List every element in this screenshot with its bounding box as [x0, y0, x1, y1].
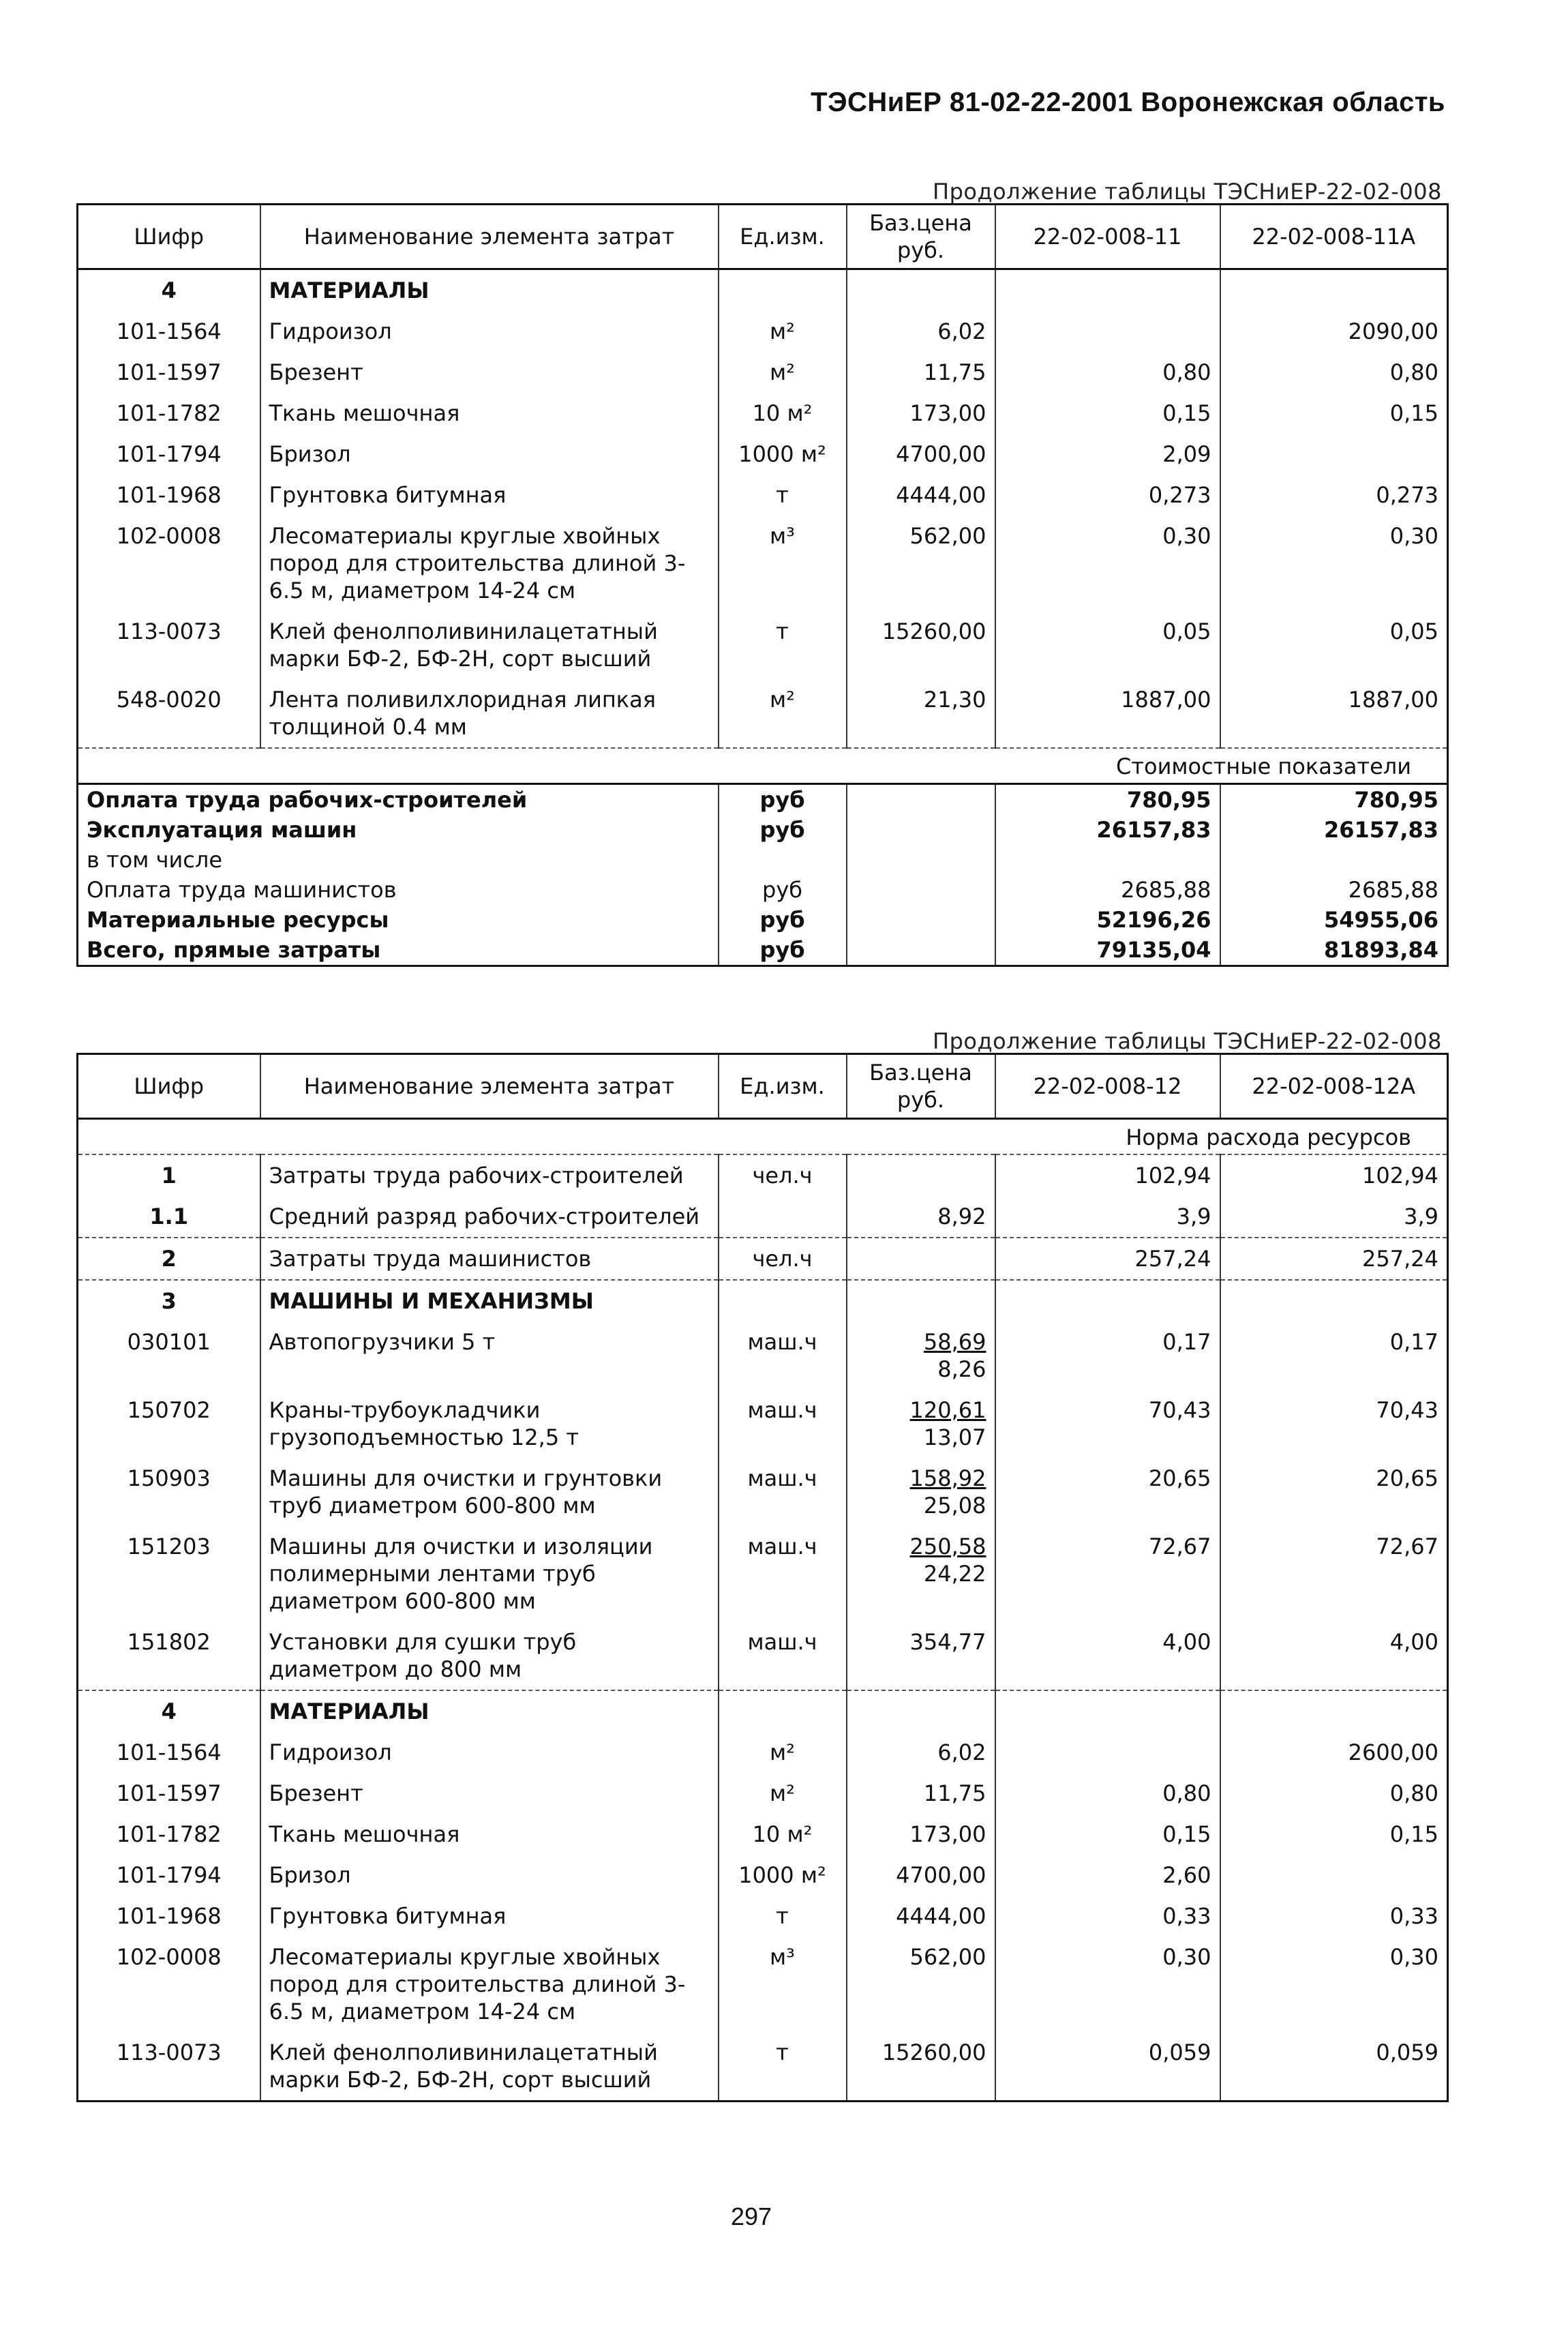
row-value-2: 3,9 — [1220, 1196, 1448, 1238]
summary-value-1: 79135,04 — [995, 935, 1220, 966]
row-unit: т — [719, 611, 847, 679]
section-code: 4 — [161, 278, 177, 303]
header-unit: Ед.изм. — [719, 1054, 847, 1119]
summary-row — [78, 875, 1448, 905]
row-unit: маш.ч — [719, 1321, 847, 1390]
header-col2: 22-02-008-11А — [1220, 205, 1448, 269]
row-value-2: 2600,00 — [1220, 1732, 1448, 1773]
summary-label: Всего, прямые затраты — [87, 937, 381, 963]
table-row — [78, 2032, 1448, 2102]
row-unit: т — [719, 475, 847, 515]
row-unit: т — [719, 2032, 847, 2102]
table-row — [78, 393, 1448, 434]
summary-row — [78, 905, 1448, 935]
table-row — [78, 1855, 1448, 1896]
row-price — [847, 1154, 995, 1196]
row-name: Бризол — [260, 1855, 719, 1896]
row-name: Автопогрузчики 5 т — [260, 1321, 719, 1390]
table-row — [78, 679, 1448, 748]
summary-empty-price — [847, 875, 995, 905]
table-row — [78, 1154, 1448, 1196]
row-name: Гидроизол — [260, 1732, 719, 1773]
table-row — [78, 1814, 1448, 1855]
summary-label: Материальные ресурсы — [87, 907, 389, 933]
section-empty-cell — [719, 1280, 847, 1321]
row-code: 101-1782 — [116, 1821, 222, 1847]
row-price: 6,02 — [847, 311, 995, 352]
subheader-row — [78, 748, 1448, 784]
row-name: Брезент — [260, 352, 719, 393]
summary-unit: руб — [719, 935, 847, 966]
row-price: 11,75 — [847, 352, 995, 393]
row-value-2: 2090,00 — [1220, 311, 1448, 352]
row-code: 1 — [78, 1154, 260, 1196]
summary-empty-price — [847, 935, 995, 966]
summary-unit — [719, 845, 847, 875]
row-name: Клей фенолполивинилацетатный марки БФ-2, БФ-2Н, сорт высший — [260, 611, 719, 679]
table-row — [78, 1526, 1448, 1621]
table-row — [78, 311, 1448, 352]
row-code: 101-1794 — [116, 1862, 222, 1888]
row-price: 173,00 — [847, 1814, 995, 1855]
row-price — [847, 1321, 995, 1390]
row-value-2: 102,94 — [1220, 1154, 1448, 1196]
row-code: 150903 — [127, 1465, 211, 1491]
cost-table-11 — [76, 203, 1449, 967]
row-value-2: 0,80 — [1220, 352, 1448, 393]
section-empty-cell — [1220, 269, 1448, 312]
header-col1: 22-02-008-12 — [995, 1054, 1220, 1119]
summary-label: Эксплуатация машин — [87, 817, 357, 843]
row-value-2: 0,15 — [1220, 393, 1448, 434]
header-unit: Ед.изм. — [719, 205, 847, 269]
table-row — [78, 352, 1448, 393]
row-code: 1.1 — [149, 1204, 189, 1229]
section-code: 4 — [78, 1690, 260, 1732]
row-value-1: 0,30 — [995, 515, 1220, 611]
row-unit: маш.ч — [719, 1621, 847, 1690]
row-value-1: 0,273 — [995, 475, 1220, 515]
summary-row — [78, 935, 1448, 966]
table2-caption: Продолжение таблицы ТЭСНиЕР-22-02-008 — [933, 1028, 1442, 1054]
row-name: Бризол — [260, 434, 719, 475]
subheader: Стоимостные показатели — [78, 748, 1448, 784]
row-value-1: 3,9 — [995, 1196, 1220, 1238]
row-code: 101-1794 — [116, 441, 222, 467]
row-name: Грунтовка битумная — [260, 475, 719, 515]
row-value-2: 1887,00 — [1220, 679, 1448, 748]
summary-value-2: 26157,83 — [1220, 815, 1448, 845]
section-empty-cell — [719, 1690, 847, 1732]
row-value-2: 4,00 — [1220, 1621, 1448, 1690]
summary-empty-price — [847, 784, 995, 816]
summary-unit: руб — [719, 784, 847, 816]
price-main: 354,77 — [909, 1629, 986, 1655]
header-col2: 22-02-008-12А — [1220, 1054, 1448, 1119]
row-value-2: 0,33 — [1220, 1896, 1448, 1937]
row-code: 101-1597 — [116, 359, 222, 385]
row-value-1: 1887,00 — [995, 679, 1220, 748]
table-row — [78, 515, 1448, 611]
row-unit: чел.ч — [719, 1238, 847, 1280]
row-value-1: 0,15 — [995, 393, 1220, 434]
row-price: 173,00 — [847, 393, 995, 434]
table-row — [78, 1896, 1448, 1937]
row-name: Машины для очистки и изоляции полимерными лентами труб диаметром 600-800 мм — [260, 1526, 719, 1621]
table-header-row — [78, 205, 1448, 269]
header-price: Баз.цена руб. — [847, 205, 995, 269]
table-row — [78, 1732, 1448, 1773]
row-code: 2 — [78, 1238, 260, 1280]
section-code: 3 — [78, 1280, 260, 1321]
row-code: 102-0008 — [116, 523, 222, 549]
row-name: Ткань мешочная — [260, 393, 719, 434]
row-code: 101-1564 — [116, 318, 222, 344]
row-code: 113-0073 — [116, 618, 222, 644]
section-empty-cell — [847, 1280, 995, 1321]
row-value-1: 257,24 — [995, 1238, 1220, 1280]
row-code: 101-1782 — [116, 400, 222, 426]
row-price: 21,30 — [847, 679, 995, 748]
row-name: Ткань мешочная — [260, 1814, 719, 1855]
row-value-1: 0,80 — [995, 1773, 1220, 1814]
row-value-1: 0,80 — [995, 352, 1220, 393]
row-value-2: 0,05 — [1220, 611, 1448, 679]
row-name: Средний разряд рабочих-строителей — [260, 1196, 719, 1238]
section-name: МАТЕРИАЛЫ — [260, 269, 719, 312]
row-price: 4444,00 — [847, 475, 995, 515]
summary-unit: руб — [719, 905, 847, 935]
price-machinist-wage: 25,08 — [923, 1493, 986, 1519]
header-name: Наименование элемента затрат — [260, 1054, 719, 1119]
row-value-1: 20,65 — [995, 1458, 1220, 1526]
row-unit: м² — [719, 1732, 847, 1773]
row-price: 6,02 — [847, 1732, 995, 1773]
price-main: 158,92 — [909, 1465, 986, 1491]
header-col1: 22-02-008-11 — [995, 205, 1220, 269]
section-empty-cell — [1220, 1280, 1448, 1321]
row-code: 101-1968 — [116, 482, 222, 508]
row-name: Машины для очистки и грунтовки труб диаметром 600-800 мм — [260, 1458, 719, 1526]
row-code: 548-0020 — [116, 687, 222, 713]
summary-label: Оплата труда машинистов — [87, 877, 397, 903]
row-value-2: 257,24 — [1220, 1238, 1448, 1280]
summary-value-2: 81893,84 — [1220, 935, 1448, 966]
price-machinist-wage: 24,22 — [923, 1561, 986, 1587]
summary-row — [78, 845, 1448, 875]
row-name: Краны-трубоукладчики грузоподъемностью 12,5 т — [260, 1390, 719, 1458]
row-unit: чел.ч — [719, 1154, 847, 1196]
header-name: Наименование элемента затрат — [260, 205, 719, 269]
price-main: 58,69 — [923, 1329, 986, 1355]
row-price: 15260,00 — [847, 611, 995, 679]
row-name: Лесоматериалы круглые хвойных пород для строительства длиной 3-6.5 м, диаметром 14-24 см — [260, 515, 719, 611]
summary-value-2: 780,95 — [1220, 784, 1448, 816]
row-unit: м³ — [719, 515, 847, 611]
row-unit: маш.ч — [719, 1458, 847, 1526]
row-code: 151203 — [127, 1534, 211, 1559]
row-unit: м² — [719, 679, 847, 748]
section-empty-cell — [847, 1690, 995, 1732]
summary-empty-price — [847, 905, 995, 935]
table-row — [78, 434, 1448, 475]
table-row — [78, 475, 1448, 515]
row-code: 102-0008 — [116, 1944, 222, 1970]
row-unit: 1000 м² — [719, 1855, 847, 1896]
price-machinist-wage: 8,26 — [937, 1356, 986, 1382]
row-price: 562,00 — [847, 515, 995, 611]
price-main: 120,61 — [909, 1397, 986, 1423]
summary-value-2: 2685,88 — [1220, 875, 1448, 905]
row-price: 8,92 — [847, 1196, 995, 1238]
row-value-1: 2,60 — [995, 1855, 1220, 1896]
price-machinist-wage: 13,07 — [923, 1424, 986, 1450]
summary-row — [78, 815, 1448, 845]
row-name: Лесоматериалы круглые хвойных пород для строительства длиной 3-6.5 м, диаметром 14-24 см — [260, 1937, 719, 2032]
header-price: Баз.цена руб. — [847, 1054, 995, 1119]
table1-caption: Продолжение таблицы ТЭСНиЕР-22-02-008 — [933, 179, 1442, 205]
price-main: 250,58 — [909, 1534, 986, 1559]
summary-unit: руб — [719, 815, 847, 845]
row-unit: 10 м² — [719, 1814, 847, 1855]
row-price — [847, 1238, 995, 1280]
row-value-1: 0,05 — [995, 611, 1220, 679]
summary-value-2: 54955,06 — [1220, 905, 1448, 935]
section-empty-cell — [995, 1690, 1220, 1732]
row-value-1: 102,94 — [995, 1154, 1220, 1196]
row-value-1: 2,09 — [995, 434, 1220, 475]
section-empty-cell — [847, 269, 995, 312]
row-value-2: 0,15 — [1220, 1814, 1448, 1855]
summary-value-1: 26157,83 — [995, 815, 1220, 845]
row-value-2: 0,80 — [1220, 1773, 1448, 1814]
summary-unit: руб — [719, 875, 847, 905]
table-row — [78, 1390, 1448, 1458]
row-code: 030101 — [127, 1329, 211, 1355]
row-value-2 — [1220, 434, 1448, 475]
row-unit: 10 м² — [719, 393, 847, 434]
summary-row — [78, 784, 1448, 816]
row-unit: м³ — [719, 1937, 847, 2032]
subheader: Норма расхода ресурсов — [78, 1119, 1448, 1155]
table-header-row — [78, 1054, 1448, 1119]
summary-label: Оплата труда рабочих-строителей — [78, 784, 719, 816]
section-row — [78, 1690, 1448, 1732]
section-empty-cell — [719, 269, 847, 312]
section-row — [78, 1280, 1448, 1321]
cost-table-12 — [76, 1053, 1449, 2102]
row-unit: м² — [719, 352, 847, 393]
row-name: Установки для сушки труб диаметром до 800 мм — [260, 1621, 719, 1690]
row-unit: м² — [719, 311, 847, 352]
row-price — [847, 1458, 995, 1526]
row-value-1: 0,30 — [995, 1937, 1220, 2032]
row-value-2: 20,65 — [1220, 1458, 1448, 1526]
row-value-2: 0,17 — [1220, 1321, 1448, 1390]
summary-value-1 — [995, 845, 1220, 875]
row-code: 150702 — [127, 1397, 211, 1423]
row-name: Затраты труда машинистов — [260, 1238, 719, 1280]
row-unit: м² — [719, 1773, 847, 1814]
row-value-1: 72,67 — [995, 1526, 1220, 1621]
row-value-1: 0,33 — [995, 1896, 1220, 1937]
row-price: 15260,00 — [847, 2032, 995, 2102]
row-name: Лента поливилхлоридная липкая толщиной 0.4 мм — [260, 679, 719, 748]
row-name: Клей фенолполивинилацетатный марки БФ-2, БФ-2Н, сорт высший — [260, 2032, 719, 2102]
row-value-1: 70,43 — [995, 1390, 1220, 1458]
summary-value-2 — [1220, 845, 1448, 875]
row-value-1 — [995, 1732, 1220, 1773]
summary-empty-price — [847, 815, 995, 845]
table-row — [78, 1238, 1448, 1280]
row-value-2: 0,30 — [1220, 515, 1448, 611]
row-code: 101-1564 — [116, 1739, 222, 1765]
section-row — [78, 269, 1448, 312]
row-value-1: 0,17 — [995, 1321, 1220, 1390]
row-price: 11,75 — [847, 1773, 995, 1814]
section-name: МАТЕРИАЛЫ — [260, 1690, 719, 1732]
row-price: 562,00 — [847, 1937, 995, 2032]
row-price — [847, 1621, 995, 1690]
row-unit: маш.ч — [719, 1526, 847, 1621]
summary-value-1: 780,95 — [995, 784, 1220, 816]
row-unit: маш.ч — [719, 1390, 847, 1458]
section-empty-cell — [995, 1280, 1220, 1321]
table-row — [78, 1773, 1448, 1814]
summary-empty-price — [847, 845, 995, 875]
table-row — [78, 1321, 1448, 1390]
subheader-row — [78, 1119, 1448, 1155]
row-value-2: 0,059 — [1220, 2032, 1448, 2102]
row-value-2: 0,273 — [1220, 475, 1448, 515]
section-name: МАШИНЫ И МЕХАНИЗМЫ — [260, 1280, 719, 1321]
page-number: 297 — [731, 2202, 772, 2230]
row-unit: т — [719, 1896, 847, 1937]
row-value-1: 0,059 — [995, 2032, 1220, 2102]
document-header: ТЭСНиЕР 81-02-22-2001 Воронежская область — [811, 87, 1445, 117]
row-name: Гидроизол — [260, 311, 719, 352]
table-row — [78, 1458, 1448, 1526]
header-code: Шифр — [78, 1054, 260, 1119]
row-value-1: 0,15 — [995, 1814, 1220, 1855]
section-empty-cell — [995, 269, 1220, 312]
row-price — [847, 1390, 995, 1458]
row-price: 4444,00 — [847, 1896, 995, 1937]
row-name: Грунтовка битумная — [260, 1896, 719, 1937]
row-price: 4700,00 — [847, 434, 995, 475]
row-price — [847, 1526, 995, 1621]
row-value-2: 72,67 — [1220, 1526, 1448, 1621]
row-code: 113-0073 — [116, 2039, 222, 2065]
row-code: 151802 — [127, 1629, 211, 1655]
summary-label: в том числе — [87, 847, 222, 873]
summary-value-1: 52196,26 — [995, 905, 1220, 935]
header-code: Шифр — [78, 205, 260, 269]
section-empty-cell — [1220, 1690, 1448, 1732]
row-value-2: 0,30 — [1220, 1937, 1448, 2032]
row-code: 101-1597 — [116, 1780, 222, 1806]
row-price: 4700,00 — [847, 1855, 995, 1896]
row-name: Затраты труда рабочих-строителей — [260, 1154, 719, 1196]
row-value-2: 70,43 — [1220, 1390, 1448, 1458]
table-row — [78, 611, 1448, 679]
row-unit — [719, 1196, 847, 1238]
row-code: 101-1968 — [116, 1903, 222, 1929]
summary-value-1: 2685,88 — [995, 875, 1220, 905]
row-value-1: 4,00 — [995, 1621, 1220, 1690]
row-value-2 — [1220, 1855, 1448, 1896]
table-row — [78, 1196, 1448, 1238]
row-value-1 — [995, 311, 1220, 352]
table-row — [78, 1621, 1448, 1690]
row-name: Брезент — [260, 1773, 719, 1814]
table-row — [78, 1937, 1448, 2032]
row-unit: 1000 м² — [719, 434, 847, 475]
